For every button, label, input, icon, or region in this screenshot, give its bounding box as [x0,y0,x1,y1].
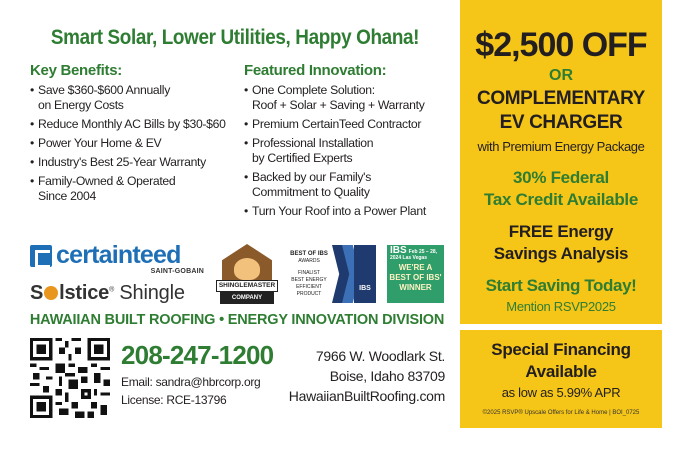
sun-icon [44,286,58,300]
featured-innovation-title: Featured Innovation: [244,62,387,79]
fine-print: ©2025 RSVP® Upscale Offers for Life & Home | BOI_0725 [482,410,640,416]
solstice-shingle-logo: S lstice® Shingle [30,282,185,304]
financing-line1: Special Financing [491,340,631,359]
shinglemaster-banner: SHINGLEMASTER [216,280,278,292]
shinglemaster-badge [216,244,278,304]
best-of-ibs-winner-badge [387,245,444,303]
saint-gobain-text: SAINT-GOBAIN [150,268,204,275]
email-text[interactable]: Email: sandra@hbrcorp.org [121,375,261,389]
featured-innovation-list [244,83,450,219]
benefit-item: • Family-Owned & Operated Since 2004 [30,174,235,204]
offer-or: OR [549,67,573,84]
ibs-awards-badge [284,245,376,303]
featured-innovation [244,62,450,223]
benefit-item: • Save $360-$600 Annually on Energy Costs [30,83,235,113]
innovation-item: • Premium CertainTeed Contractor [244,117,450,132]
license-text: License: RCE-13796 [121,393,227,407]
benefit-item: • Industry's Best 25-Year Warranty [30,155,235,170]
address-city: Boise, Idaho 83709 [329,368,445,384]
start-saving-cta: Start Saving Today! [485,276,637,295]
ibs-box: IBS [354,245,376,303]
website-link[interactable]: HawaiianBuiltRoofing.com [288,388,445,404]
financing-apr: as low as 5.99% APR [501,385,621,400]
innovation-item: • Turn Your Roof into a Power Plant [244,204,450,219]
address-block [289,346,445,406]
mascot-icon [234,258,260,280]
offer-amount: $2,500 OFF [475,26,647,64]
free-analysis-line1: FREE Energy [508,222,614,241]
certainteed-wordmark: certainteed [56,241,181,269]
financing-panel [460,330,662,428]
offer-ev-line1: COMPLEMENTARY [477,88,645,109]
best-of-ibs-header: IBS Feb 25 – 28, 2024 Las Vegas [390,245,438,261]
best-of-ibs-message: WE'RE A BEST OF IBS' WINNER [389,263,442,292]
innovation-item: • Professional Installation by Certified Experts [244,136,450,166]
headline: Smart Solar, Lower Utilities, Happy Ohana! [50,26,420,49]
financing-line2: Available [525,362,597,381]
certainteed-mark-icon [30,245,52,267]
key-benefits [30,62,235,208]
shinglemaster-base: COMPANY [220,292,274,304]
offer-ev-line2: EV CHARGER [499,112,623,133]
tax-credit-line1: 30% Federal [513,168,609,187]
benefit-item: • Reduce Monthly AC Bills by $30-$60 [30,117,235,132]
qr-code[interactable] [30,338,110,418]
promo-code: Mention RSVP2025 [506,299,616,314]
key-benefits-title: Key Benefits: [30,62,122,79]
ibs-award-text: BEST OF IBS AWARDS FINALIST BEST ENERGY EFFICIENT PRODUCT [290,251,328,297]
certainteed-logo [30,243,204,279]
innovation-item: • Backed by our Family's Commitment to Quality [244,170,450,200]
tax-credit-line2: Tax Credit Available [484,190,638,209]
division-banner: HAWAIIAN BUILT ROOFING • ENERGY INNOVATION DIVISION [29,312,445,328]
offer-package: with Premium Energy Package [477,139,645,154]
phone-number[interactable]: 208-247-1200 [121,340,274,370]
key-benefits-list [30,83,235,204]
benefit-item: • Power Your Home & EV [30,136,235,151]
offer-panel [460,0,662,324]
free-analysis-line2: Savings Analysis [493,244,629,263]
address-street: 7966 W. Woodlark St. [315,348,445,364]
innovation-item: • One Complete Solution: Roof + Solar + Saving + Warranty [244,83,450,113]
